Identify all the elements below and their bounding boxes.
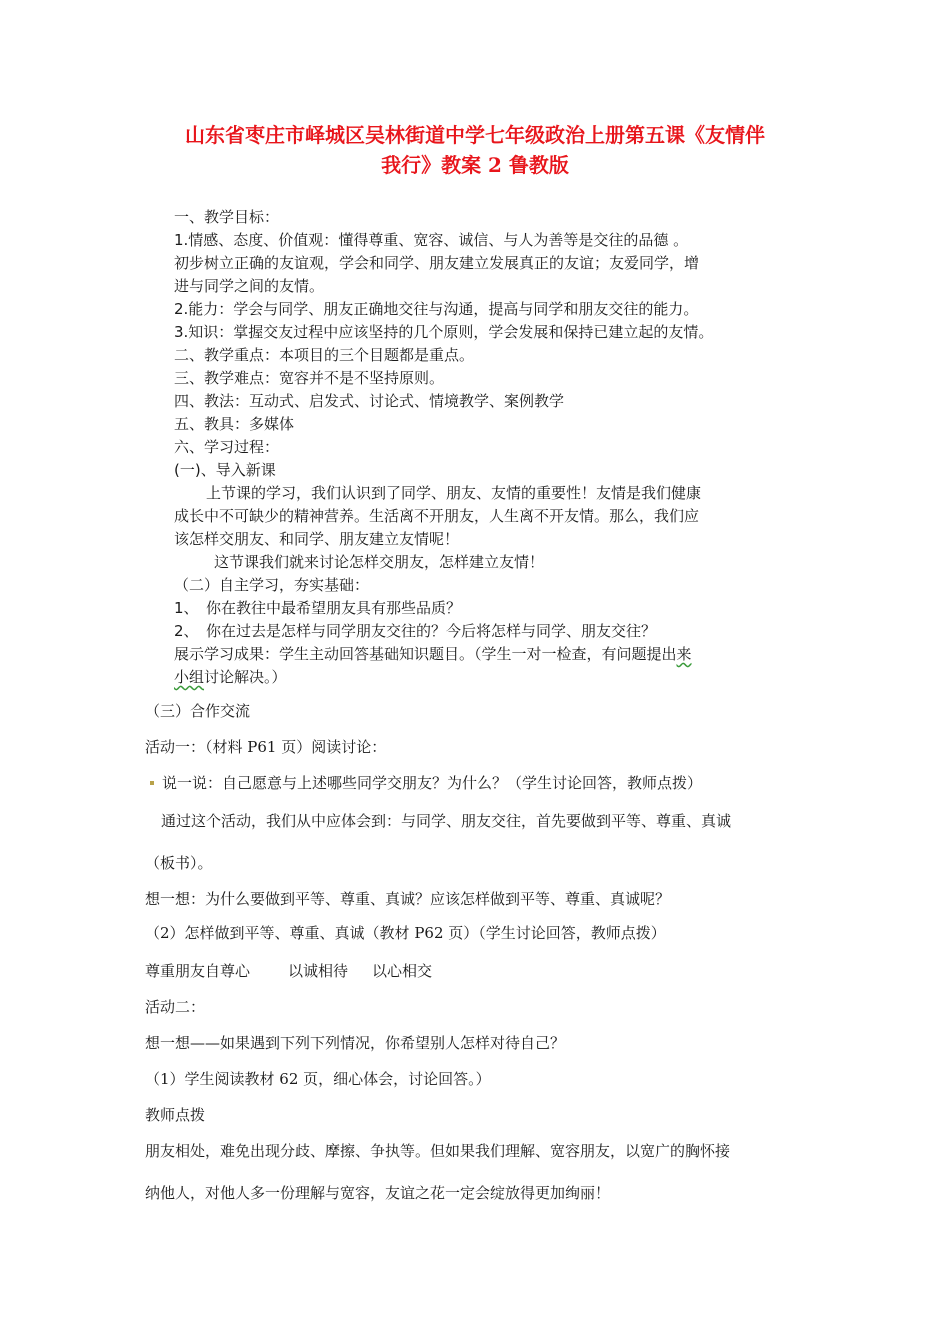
activity-1-heading: 活动一：（材料 P61 页）阅读讨论： bbox=[145, 738, 387, 756]
principle-3: 以心相交 bbox=[372, 962, 433, 980]
intro-paragraph-4: 这节课我们就来讨论怎样交朋友，怎样建立友情！ bbox=[214, 553, 545, 571]
title-line-2: 我行》教案 2 鲁教版 bbox=[381, 153, 569, 177]
difficult-points: 三、教学难点：宽容并不是不坚持原则。 bbox=[174, 369, 445, 387]
results-text-flagged: 来 bbox=[676, 645, 692, 663]
key-points: 二、教学重点：本项目的三个目题都是重点。 bbox=[174, 346, 475, 364]
results-line-cont bbox=[174, 666, 774, 689]
principles-line bbox=[145, 960, 432, 981]
teacher-guidance-heading: 教师点拨 bbox=[145, 1106, 206, 1124]
question-1: 1、 你在教往中最希望朋友具有那些品质？ bbox=[174, 599, 462, 617]
objectives-heading: 一、教学目标： bbox=[174, 208, 280, 226]
activity-2-question: 想一想——如果遇到下列下列情况，你希望别人怎样对待自己？ bbox=[145, 1034, 566, 1052]
results-line bbox=[174, 643, 774, 666]
question-2: 2、 你在过去是怎样与同学朋友交往的？今后将怎样与同学、朋友交往？ bbox=[174, 622, 657, 640]
objective-knowledge: 3.知识：掌握交友过程中应该坚持的几个原则，学会发展和保持已建立起的友情。 bbox=[174, 323, 714, 341]
document-title bbox=[120, 120, 830, 180]
teaching-methods: 四、教法：互动式、启发式、讨论式、情境教学、案例教学 bbox=[174, 392, 565, 410]
bullet-icon bbox=[150, 781, 154, 785]
results-cont-flagged: 小组 bbox=[174, 668, 205, 686]
objective-emotion: 1.情感、态度、价值观：懂得尊重、宽容、诚信、与人为善等是交往的品德 。 bbox=[174, 231, 689, 249]
principle-1: 尊重朋友自尊心 bbox=[145, 962, 251, 980]
cooperation-heading: （三）合作交流 bbox=[145, 702, 251, 720]
title-line-1: 山东省枣庄市峄城区吴林街道中学七年级政治上册第五课《友情伴 bbox=[185, 123, 765, 147]
results-cont-text: 讨论解决。） bbox=[204, 668, 287, 686]
activity-1-conclusion: 通过这个活动，我们从中应体会到：与同学、朋友交往，首先要做到平等、尊重、真诚 bbox=[161, 812, 732, 830]
activity-1-discuss bbox=[145, 772, 702, 793]
activity-2-heading: 活动二： bbox=[145, 998, 206, 1016]
teaching-plan-section bbox=[174, 206, 774, 689]
intro-paragraph-1: 上节课的学习，我们认识到了同学、朋友、友情的重要性！友情是我们健康 bbox=[206, 484, 702, 502]
activity-2-read: （1）学生阅读教材 62 页，细心体会，讨论回答。） bbox=[145, 1070, 491, 1088]
principle-2: 以诚相待 bbox=[288, 962, 349, 980]
intro-paragraph-2: 成长中不可缺少的精神营养。生活离不开朋友，人生离不开友情。那么，我们应 bbox=[174, 507, 700, 525]
intro-heading: (一)、导入新课 bbox=[174, 461, 276, 479]
objective-emotion-cont-2: 进与同学之间的友情。 bbox=[174, 277, 325, 295]
objective-ability: 2.能力：学会与同学、朋友正确地交往与沟通，提高与同学和朋友交往的能力。 bbox=[174, 300, 699, 318]
activity-1-board: （板书）。 bbox=[145, 854, 213, 872]
how-to-respect: （2）怎样做到平等、尊重、真诚（教材 P62 页）（学生讨论回答，教师点拨） bbox=[145, 924, 666, 942]
guidance-paragraph-1: 朋友相处，难免出现分歧、摩擦、争执等。但如果我们理解、宽容朋友，以宽广的胸怀接 bbox=[145, 1142, 731, 1160]
teaching-aids: 五、教具：多媒体 bbox=[174, 415, 295, 433]
self-study-heading: （二）自主学习，夯实基础： bbox=[174, 576, 370, 594]
results-text: 展示学习成果：学生主动回答基础知识题目。（学生一对一检查，有问题提出 bbox=[174, 645, 677, 663]
learning-process-heading: 六、学习过程： bbox=[174, 438, 280, 456]
intro-paragraph-3: 该怎样交朋友、和同学、朋友建立友情呢！ bbox=[174, 530, 460, 548]
guidance-paragraph-2: 纳他人，对他人多一份理解与宽容，友谊之花一定会绽放得更加绚丽！ bbox=[145, 1184, 611, 1202]
think-question: 想一想：为什么要做到平等、尊重、真诚？应该怎样做到平等、尊重、真诚呢？ bbox=[145, 890, 671, 908]
objective-emotion-cont-1: 初步树立正确的友谊观，学会和同学、朋友建立发展真正的友谊；友爱同学，增 bbox=[174, 254, 700, 272]
activity-1-discuss-text: 说一说：自己愿意与上述哪些同学交朋友？为什么？（学生讨论回答，教师点拨） bbox=[162, 774, 703, 792]
